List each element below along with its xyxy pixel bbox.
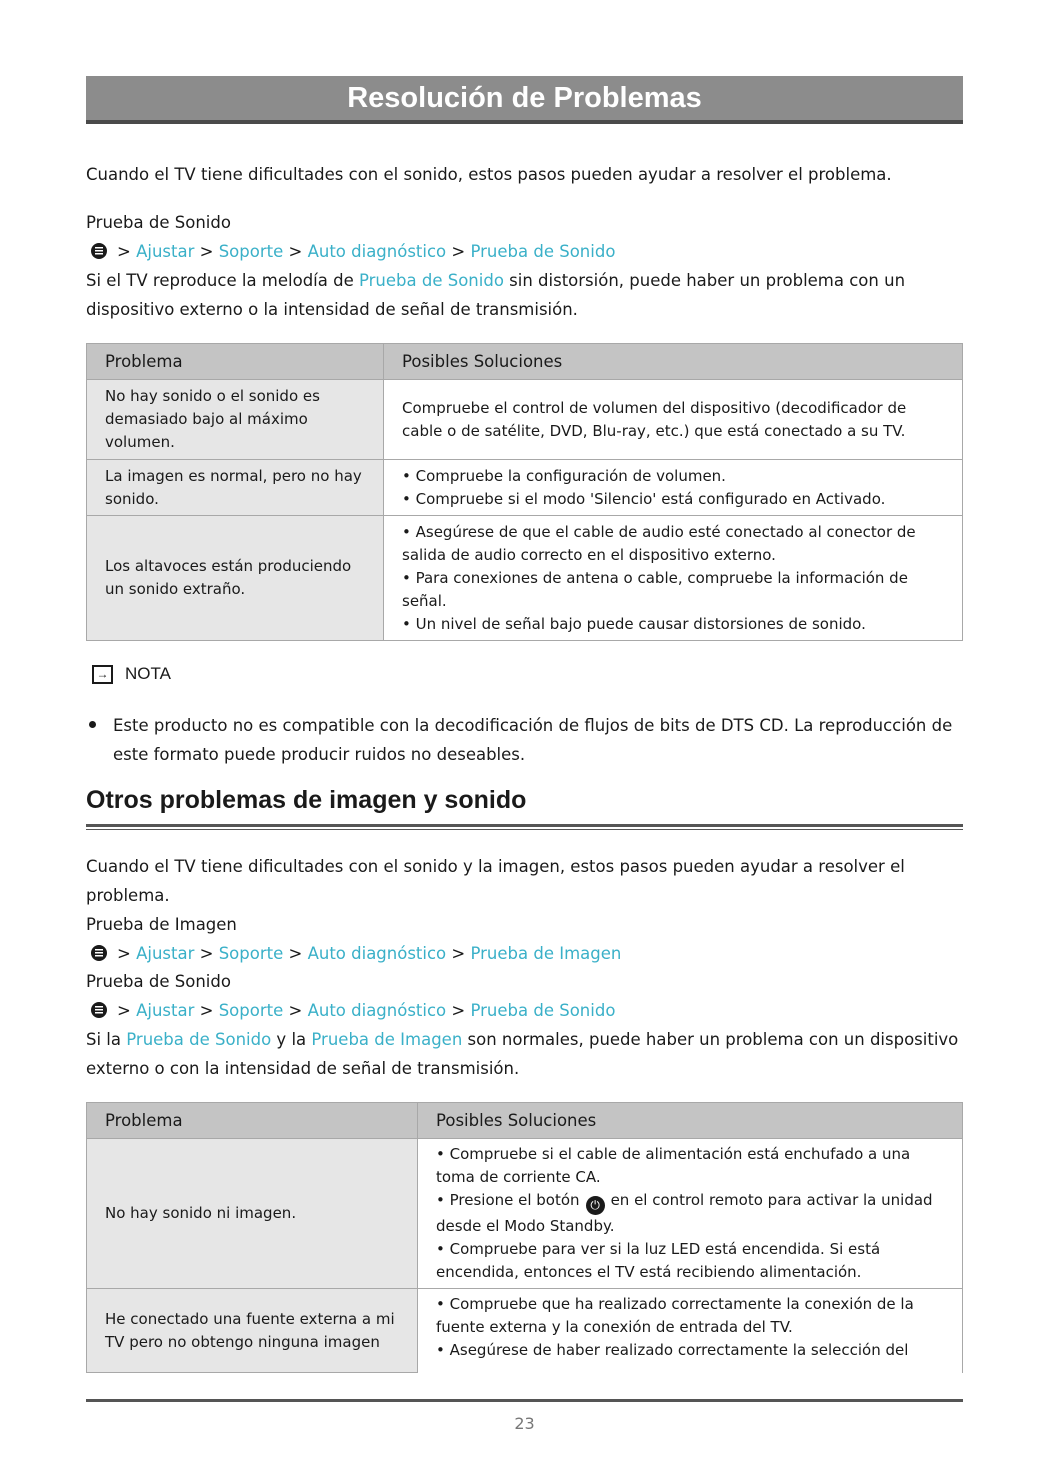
paragraph-both-tests: Si la Prueba de Sonido y la Prueba de Imagen son normales, puede haber un problema con un dispositivo: [86, 1030, 959, 1049]
menu-path-sound-1: > Ajustar > Soporte > Auto diagnóstico > Prueba de Sonido: [86, 237, 615, 266]
table2-header-solutions: Posibles Soluciones: [418, 1103, 963, 1139]
menu-path-sound-2: > Ajustar > Soporte > Auto diagnóstico > Prueba de Sonido: [86, 996, 615, 1025]
menu-icon: [91, 1002, 107, 1018]
link-prueba-imagen[interactable]: Prueba de Imagen: [470, 944, 622, 963]
note-label: NOTA: [125, 664, 171, 683]
footer-divider: [86, 1399, 963, 1402]
solution-cell: • Compruebe que ha realizado correctamente la conexión de la fuente externa y la conexión de entrada del TV. • Asegúrese de haber realizado correctamente la selección del: [418, 1289, 963, 1373]
section-title: Otros problemas de imagen y sonido: [86, 786, 527, 814]
link-ajustar[interactable]: Ajustar: [136, 944, 195, 963]
problem-cell: No hay sonido o el sonido es demasiado bajo al máximo volumen.: [87, 380, 384, 460]
note-heading: [92, 664, 171, 684]
section-divider-thin: [86, 829, 963, 830]
solution-cell: • Asegúrese de que el cable de audio esté conectado al conector de salida de audio correcto en el dispositivo externo. • Para conexiones de antena o cable, compruebe la información de señal. • Un nivel de señal bajo puede causar distorsiones de sonido.: [384, 516, 963, 641]
link-soporte[interactable]: Soporte: [218, 1001, 284, 1020]
link-ajustar[interactable]: Ajustar: [136, 1001, 195, 1020]
power-icon: ⏻: [586, 1196, 605, 1215]
sound-test-label: Prueba de Sonido: [86, 213, 231, 232]
link-ajustar[interactable]: Ajustar: [136, 242, 195, 261]
link-prueba-imagen-inline[interactable]: Prueba de Imagen: [311, 1030, 463, 1049]
table-row: [87, 1139, 963, 1289]
link-auto-diagnostico[interactable]: Auto diagnóstico: [307, 1001, 447, 1020]
note-text: Este producto no es compatible con la decodificación de flujos de bits de DTS CD. La reproducción de: [113, 716, 953, 735]
table2-header-problem: Problema: [87, 1103, 418, 1139]
table1-header-problem: Problema: [87, 344, 384, 380]
sound-troubleshooting-table: [86, 343, 963, 641]
paragraph-both-tests-2: externo o con la intensidad de señal de transmisión.: [86, 1059, 520, 1078]
sound-test-label-2: Prueba de Sonido: [86, 972, 231, 991]
note-text-2: este formato puede producir ruidos no deseables.: [113, 745, 526, 764]
link-soporte[interactable]: Soporte: [218, 242, 284, 261]
bullet-icon: [89, 721, 96, 728]
link-auto-diagnostico[interactable]: Auto diagnóstico: [307, 944, 447, 963]
problem-cell: Los altavoces están produciendo un sonido extraño.: [87, 516, 384, 641]
link-prueba-sonido[interactable]: Prueba de Sonido: [470, 1001, 616, 1020]
page-title-bar: [86, 76, 963, 124]
table-row: [87, 516, 963, 641]
problem-cell: He conectado una fuente externa a mi TV pero no obtengo ninguna imagen: [87, 1289, 418, 1373]
solution-cell: Compruebe el control de volumen del dispositivo (decodificador de cable o de satélite, DVD, Blu-ray, etc.) que está conectado a su TV.: [384, 380, 963, 460]
table-row: [87, 460, 963, 516]
link-auto-diagnostico[interactable]: Auto diagnóstico: [307, 242, 447, 261]
link-prueba-sonido[interactable]: Prueba de Sonido: [470, 242, 616, 261]
intro2-paragraph: Cuando el TV tiene dificultades con el sonido y la imagen, estos pasos pueden ayudar a resolver el: [86, 857, 905, 876]
menu-path-picture: > Ajustar > Soporte > Auto diagnóstico > Prueba de Imagen: [86, 939, 621, 968]
note-icon: →: [92, 665, 113, 684]
problem-cell: No hay sonido ni imagen.: [87, 1139, 418, 1289]
link-prueba-sonido-inline[interactable]: Prueba de Sonido: [126, 1030, 272, 1049]
section-divider: [86, 824, 963, 827]
menu-icon: [91, 243, 107, 259]
picture-sound-troubleshooting-table: [86, 1102, 963, 1373]
table1-header-solutions: Posibles Soluciones: [384, 344, 963, 380]
intro-paragraph: Cuando el TV tiene dificultades con el sonido, estos pasos pueden ayudar a resolver el problema.: [86, 165, 892, 184]
link-prueba-sonido-inline[interactable]: Prueba de Sonido: [358, 271, 504, 290]
table-row: [87, 380, 963, 460]
page-number: 23: [514, 1414, 535, 1433]
picture-test-label: Prueba de Imagen: [86, 915, 237, 934]
solution-cell: • Compruebe la configuración de volumen. • Compruebe si el modo 'Silencio' está configurado en Activado.: [384, 460, 963, 516]
paragraph-sound-result: Si el TV reproduce la melodía de Prueba de Sonido sin distorsión, puede haber un problema con un: [86, 271, 906, 290]
problem-cell: La imagen es normal, pero no hay sonido.: [87, 460, 384, 516]
intro2-paragraph-2: problema.: [86, 886, 170, 905]
menu-icon: [91, 945, 107, 961]
paragraph-sound-result-2: dispositivo externo o la intensidad de señal de transmisión.: [86, 300, 578, 319]
table-row: [87, 1289, 963, 1373]
page-title: Resolución de Problemas: [347, 81, 702, 114]
link-soporte[interactable]: Soporte: [218, 944, 284, 963]
solution-cell: • Compruebe si el cable de alimentación está enchufado a una toma de corriente CA. • Presione el botón ⏻ en el control remoto para activar la unidad desde el Modo Standby. • Compruebe para ver si la luz LED está encendida. Si está encendida, entonces el TV está recibiendo alimentación.: [418, 1139, 963, 1289]
